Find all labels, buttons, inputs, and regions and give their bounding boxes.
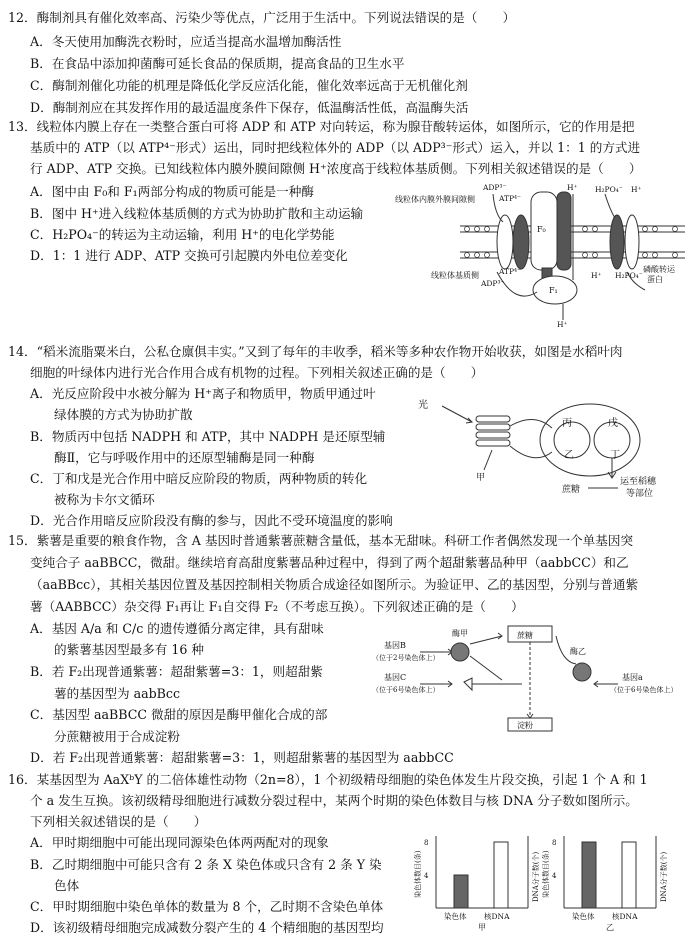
q13-fig-carrier-label2: 蛋白 — [647, 275, 663, 284]
q15-stem-line1: 15．紫薯是重要的粮食作物，含 A 基因时普通紫薯蔗糖含量低，基本无甜味。科研工作者偶然发现一个单基因突 — [8, 533, 634, 548]
q13-fig-atp-bottom: ATP⁴⁻ — [499, 267, 522, 276]
q14-stem-line2: 细胞的叶绿体内进行光合作用合成有机物的过程。下列相关叙述正确的是（ ） — [30, 365, 484, 380]
q14-option-c: C．丁和戊是光合作用中暗反应阶段的物质，两种物质的转化 — [30, 471, 368, 486]
q14-option-d: D．光合作用暗反应阶段没有酶的参与，因此不受环境温度的影响 — [30, 513, 393, 528]
q13-fig-adp-top: ADP³⁻ — [483, 183, 507, 192]
q13-fig-atp-top: ATP⁴⁻ — [499, 194, 522, 203]
chart-0-ytick-8: 8 — [424, 839, 429, 847]
chart-0-bar-0 — [454, 875, 468, 908]
chart-1-category-1: 核DNA — [612, 912, 638, 921]
q14-option-c-cont: 被称为卡尔文循环 — [54, 492, 155, 507]
q12-stem: 12．酶制剂具有催化效率高、污染少等优点，广泛用于生活中。下列说法错误的是（ ） — [8, 10, 516, 25]
q13-option-b: B．图中 H⁺进入线粒体基质侧的方式为协助扩散和主动运输 — [30, 206, 364, 221]
chart-1-ytick-8: 8 — [552, 839, 557, 847]
chart-1-ytick-4: 4 — [552, 872, 557, 880]
q13-option-a: A．图中由 F₀和 F₁两部分构成的物质可能是一种酶 — [30, 184, 314, 199]
chart-1-bar-1 — [622, 842, 636, 908]
chart-1-y2label: DNA分子数(个) — [660, 851, 668, 902]
q13-fig-h2po4-top: H₂PO₄⁻ — [595, 185, 623, 194]
q13-fig-matrix-label: 线粒体基质侧 — [431, 271, 479, 280]
q14-fig-yi: 乙 — [564, 450, 574, 461]
q13-option-d: D．1：1 进行 ADP、ATP 交换可引起膜内外电位差变化 — [30, 248, 348, 263]
q14-fig-wu: 戊 — [608, 418, 618, 429]
q14-fig-sucrose: 蔗糖 — [562, 485, 581, 495]
chart-0-category-0: 染色体 — [444, 912, 467, 921]
q14-chloroplast-figure — [412, 392, 674, 500]
q15-fig-genea: 基因a — [622, 673, 643, 682]
chart-0-y2label: DNA分子数(个) — [532, 851, 540, 902]
q16-option-c: C．甲时期细胞中染色单体的数量为 8 个，乙时期不含染色单体 — [30, 899, 384, 914]
q15-fig-geneC-loc: （位于6号染色体上） — [372, 686, 440, 694]
q16-option-b-cont: 色体 — [54, 878, 80, 893]
q13-fig-h-bottom: H⁺ — [557, 320, 568, 329]
chart-1-bar-0 — [582, 842, 596, 908]
q16-bar-charts — [414, 812, 682, 932]
q15-fig-sucrose: 蔗糖 — [517, 631, 533, 640]
q16-stem-line3: 下列相关叙述错误的是（ ） — [30, 814, 207, 829]
q16-stem-line1: 16．某基因型为 AaXᵇY 的二倍体雄性动物（2n=8），1 个初级精母细胞的染色体发生片段交换，引起 1 个 A 和 1 — [8, 772, 648, 787]
q15-fig-geneC: 基因C — [384, 673, 407, 682]
q16-option-d: D．该初级精母细胞完成减数分裂产生的 4 个精细胞的基因型均 — [30, 920, 384, 935]
q16-option-a: A．甲时期细胞中可能出现同源染色体两两配对的现象 — [30, 835, 329, 850]
chart-0-ylabel: 染色体数目(条) — [414, 850, 422, 898]
q14-option-a-cont: 绿体膜的方式为协助扩散 — [54, 407, 193, 422]
q14-stem-line1: 14．“稻米流脂粟米白，公私仓廪俱丰实。”又到了每年的丰收季，稻米等多种农作物开始收获，如图是水稻叶肉 — [8, 344, 623, 359]
chart-0-ytick-4: 4 — [424, 872, 429, 880]
q14-fig-ding: 丁 — [610, 450, 620, 461]
q14-fig-transport: 运至稻穗 — [620, 477, 657, 487]
q15-option-a-cont: 的紫薯基因型最多有 16 种 — [54, 642, 204, 657]
q13-stem-line2: 基质中的 ATP（以 ATP⁴⁻形式）运出，同时把线粒体外的 ADP（以 ADP³⁻形式）运入，并以 1：1 的方式进 — [30, 140, 641, 155]
q15-option-a: A．基因 A/a 和 C/c 的遗传遵循分离定律，具有甜味 — [30, 621, 324, 636]
q15-fig-genea-loc: （位于6号染色体上） — [610, 686, 678, 694]
q13-fig-adp-bottom: ADP³⁻ — [481, 279, 505, 288]
q13-fig-f1: F₁ — [549, 286, 558, 295]
q16-option-b: B．乙时期细胞中可能只含有 2 条 X 染色体或只含有 2 条 Y 染 — [30, 857, 382, 872]
chart-0-category-1: 核DNA — [484, 912, 510, 921]
q13-fig-h-right: H⁺ — [631, 185, 642, 194]
q15-fig-enzyme-jia: 酶甲 — [452, 629, 468, 638]
q15-option-d: D．若 F₂出现普通紫薯：超甜紫薯=3：1，则超甜紫薯的基因型为 aabbCC — [30, 750, 454, 765]
chart-0-bar-1 — [494, 842, 508, 908]
q14-fig-jia: 甲 — [476, 473, 486, 483]
q15-fig-geneB-loc: （位于2号染色体上） — [372, 654, 440, 662]
q15-option-b-cont: 薯的基因型为 aabBcc — [54, 686, 181, 701]
q13-mitochondria-figure — [395, 180, 685, 328]
q15-fig-enzyme-yi: 酶乙 — [570, 647, 586, 656]
q14-fig-bing: 丙 — [562, 418, 572, 429]
q14-option-b: B．物质丙中包括 NADPH 和 ATP，其中 NADPH 是还原型辅 — [30, 429, 386, 444]
q15-option-c: C．基因型 aaBBCC 微甜的原因是酶甲催化合成的部 — [30, 707, 328, 722]
q13-fig-h-left-bottom: H⁺ — [591, 271, 602, 280]
chart-0-title: 甲 — [478, 923, 486, 932]
q14-fig-light: 光 — [418, 400, 428, 411]
q15-stem-line2: 变纯合子 aaBBCC，微甜。继续培育高甜度紫薯品种过程中，得到了两个超甜紫薯品种甲（aabbCC）和乙 — [30, 555, 629, 570]
q13-fig-carrier-label: 磷酸转运 — [643, 265, 675, 274]
q15-option-c-cont: 分蔗糖被用于合成淀粉 — [54, 729, 180, 744]
q13-fig-h-top: H⁺ — [567, 183, 578, 192]
q12-option-a: A．冬天使用加酶洗衣粉时，应适当提高水温增加酶活性 — [30, 34, 342, 49]
q15-fig-geneB: 基因B — [384, 641, 406, 650]
q15-fig-starch: 淀粉 — [517, 721, 533, 730]
q13-stem-line1: 13．线粒体内膜上存在一类整合蛋白可将 ADP 和 ATP 对向转运，称为腺苷酸转运体，如图所示，它的作用是把 — [8, 119, 635, 134]
q12-option-c: C．酶制剂催化功能的机理是降低化学反应活化能，催化效率远高于无机催化剂 — [30, 78, 468, 93]
q14-option-a: A．光反应阶段中水被分解为 H⁺离子和物质甲，物质甲通过叶 — [30, 386, 376, 401]
q15-option-b: B．若 F₂出现普通紫薯：超甜紫薯=3：1，则超甜紫 — [30, 664, 323, 679]
chart-1-title: 乙 — [606, 923, 614, 932]
chart-1-category-0: 染色体 — [572, 912, 595, 921]
q12-option-d: D．酶制剂应在其发挥作用的最适温度条件下保存，低温酶活性低，高温酶失活 — [30, 100, 469, 115]
q15-pathway-figure — [372, 622, 684, 732]
q14-fig-transport2: 等部位 — [626, 489, 654, 499]
q13-fig-h2po4-bottom: H₂PO₄⁻ — [615, 271, 643, 280]
q13-stem-line3: 行 ADP、ATP 交换。已知线粒体内膜外膜间隙侧 H⁺浓度高于线粒体基质侧。下列相关叙述错误的是（ ） — [30, 161, 642, 176]
q15-stem-line4: 薯（AABBCC）杂交得 F₁再让 F₁自交得 F₂（不考虑互换）。下列叙述正确的是（ ） — [30, 599, 524, 614]
q13-fig-outer-label: 线粒体内膜外膜间隙侧 — [395, 195, 475, 204]
q14-option-b-cont: 酶Ⅱ，它与呼吸作用中的还原型辅酶是同一种酶 — [54, 450, 315, 465]
q16-stem-line2: 个 a 发生互换。该初级精母细胞进行减数分裂过程中，某两个时期的染色体数目与核 DNA 分子数如图所示。 — [30, 793, 638, 808]
q13-fig-f0: F₀ — [537, 225, 546, 234]
q15-stem-line3: （aaBBcc），其相关基因位置及基因控制相关物质合成途径如图所示。为验证甲、乙的基因型，分别与普通紫 — [30, 577, 639, 592]
chart-1-ylabel: 染色体数目(条) — [542, 850, 550, 898]
q13-option-c: C．H₂PO₄⁻的转运为主动运输，利用 H⁺的电化学势能 — [30, 227, 335, 242]
q12-option-b: B．在食品中添加抑菌酶可延长食品的保质期，提高食品的卫生水平 — [30, 56, 405, 71]
